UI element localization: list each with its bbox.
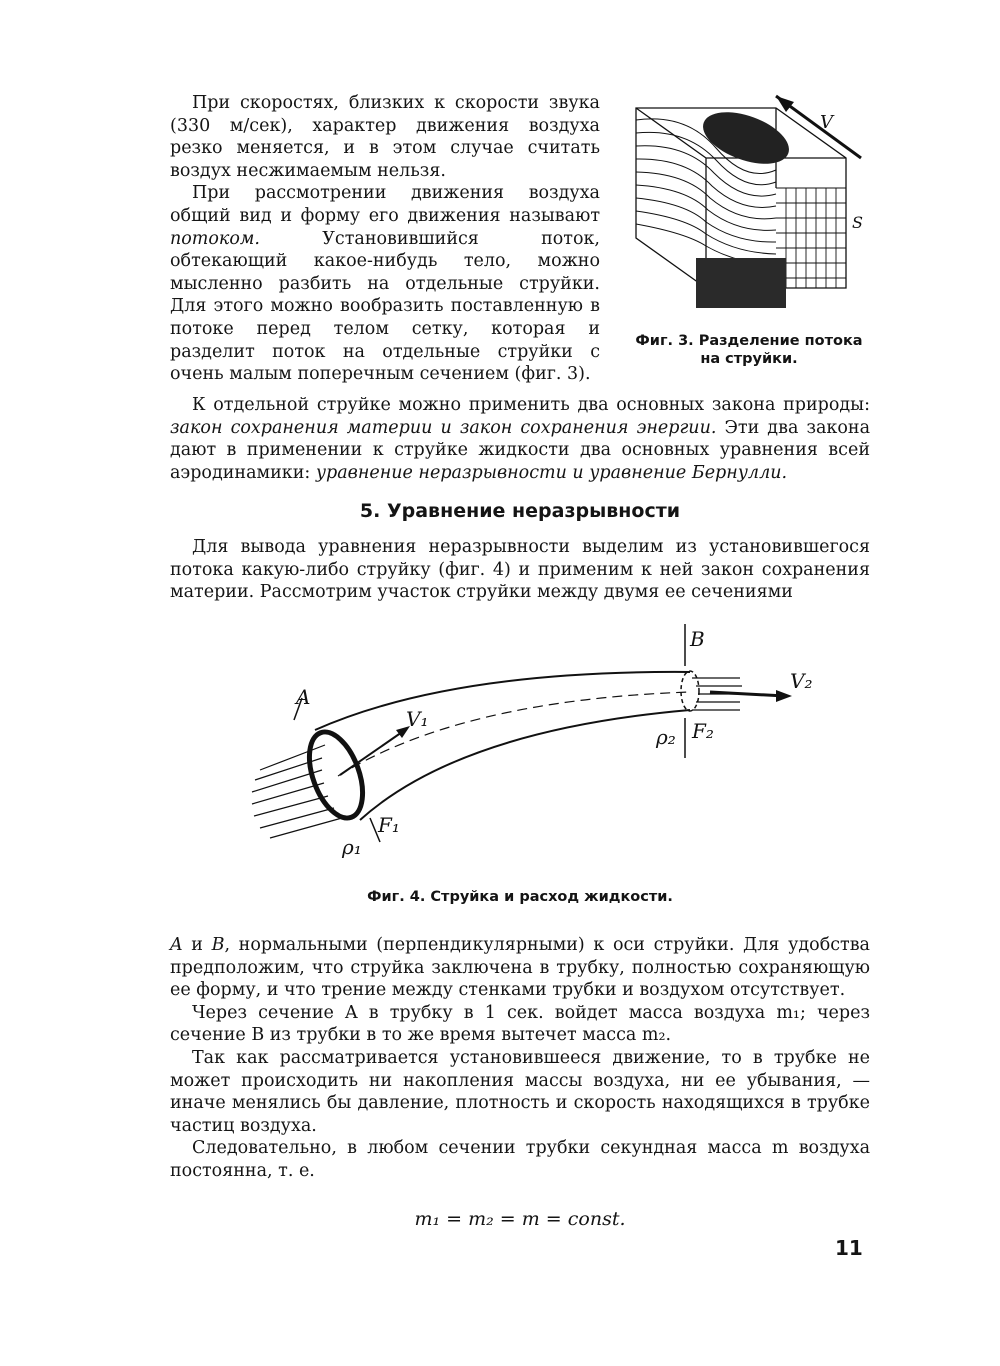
figure-4-drawing bbox=[230, 620, 830, 860]
fig4-label-v2: V₂ bbox=[790, 669, 813, 693]
body-paragraph-4: Следовательно, в любом сечении трубки секундная масса m воздуха постоянна, т. е. bbox=[170, 1138, 870, 1181]
intro-paragraph-1: При скоростях, близких к скорости звука (330 м/сек), характер движения воздуха резко меняется, и в этом случае считать воздух несжимаемым нельзя. bbox=[170, 93, 600, 181]
intro-column bbox=[170, 92, 600, 386]
body-block bbox=[170, 934, 870, 1183]
figure-4-caption: Фиг. 4. Струйка и расход жидкости. bbox=[367, 889, 673, 905]
intro-paragraph-2: При рассмотрении движения воздуха общий вид и форму его движения называют потоком. Установившийся поток, обтекающий какое-нибудь тело, можно мысленно разбить на отдельные струйки. Для этого можно вообразить поставленную в потоке перед телом сетку, которая и разделит поток на отдельные струйки с очень малым поперечным сечением (фиг. 3). bbox=[170, 183, 600, 385]
fig4-label-b: B bbox=[690, 627, 705, 651]
section-paragraph-1: Для вывода уравнения неразрывности выделим из установившегося потока какую-либо струйку (фиг. 4) и применим к ней закон сохранения материи. Рассмотрим участок струйки между двумя ее сечениями bbox=[170, 537, 870, 603]
fig3-label-v: V bbox=[820, 112, 833, 133]
page-number: 11 bbox=[835, 1236, 863, 1260]
body-paragraph-1: A и B, нормальными (перпендикулярными) к оси струйки. Для удобства предположим, что струйка заключена в трубку, полностью сохраняющую ее форму, и что трение между стенками трубки и воздухом отсутствует. bbox=[170, 935, 870, 1001]
figure-3 bbox=[626, 88, 872, 368]
fig4-label-a: A bbox=[296, 685, 311, 709]
figure-3-drawing bbox=[626, 88, 872, 328]
fig4-label-v1: V₁ bbox=[406, 707, 429, 731]
section-intro-block bbox=[170, 536, 870, 604]
section-heading: 5. Уравнение неразрывности bbox=[359, 500, 681, 522]
fig4-label-rho1: ρ₁ bbox=[342, 835, 362, 859]
fig4-label-rho2: ρ₂ bbox=[656, 725, 676, 749]
figure-4 bbox=[230, 620, 830, 860]
laws-paragraph: К отдельной струйке можно применить два основных закона природы: закон сохранения материи и закон сохранения энергии. Эти два закона дают в применении к струйке жидкости два основных уравнения всей аэродинамики: уравнение неразрывности и уравнение Бернулли. bbox=[170, 395, 870, 483]
fig4-label-f2: F₂ bbox=[692, 719, 714, 743]
body-paragraph-3: Так как рассматривается установившееся движение, то в трубке не может происходить ни накопления массы воздуха, ни ее убывания, — иначе менялись бы давление, плотность и скорость находящихся в трубке частиц воздуха. bbox=[170, 1047, 870, 1136]
formula: m₁ = m₂ = m = const. bbox=[414, 1208, 626, 1230]
fig4-label-f1: F₁ bbox=[378, 813, 400, 837]
laws-block bbox=[170, 394, 870, 484]
figure-3-caption: Фиг. 3. Разделение потока на струйки. bbox=[635, 333, 863, 367]
fig3-label-s: S bbox=[852, 213, 863, 232]
body-paragraph-2: Через сечение A в трубку в 1 сек. войдет масса воздуха m₁; через сечение B из трубки в то же время вытечет масса m₂. bbox=[170, 1002, 870, 1046]
